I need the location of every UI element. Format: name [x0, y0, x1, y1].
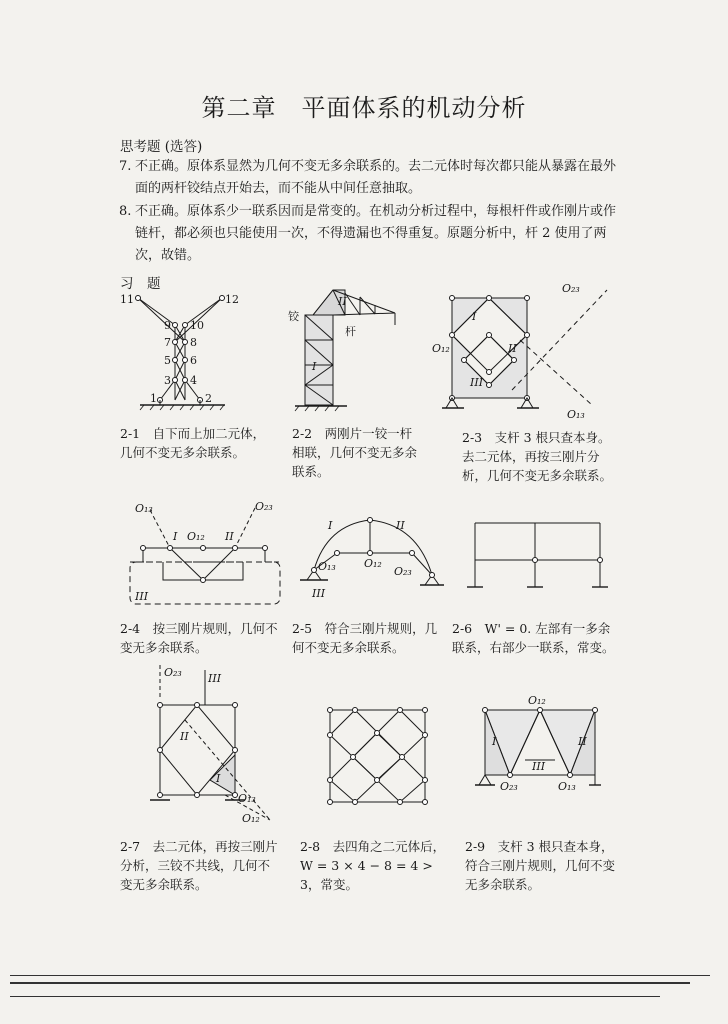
figure-2-7: [130, 660, 280, 830]
node-label: 2: [205, 392, 212, 405]
O12-label: O₁₂: [528, 694, 546, 707]
questions-heading: 思考题 (选答): [120, 139, 203, 155]
rigid-body-II-label: II: [578, 735, 587, 748]
question-number: 8.: [119, 204, 132, 219]
rigid-body-III-label: III: [532, 760, 546, 773]
node-label: 4: [190, 374, 197, 387]
node-label: 10: [190, 319, 204, 332]
node-label: 8: [190, 336, 197, 349]
O13-label: O₁₃: [135, 502, 153, 515]
rigid-body-III-label: III: [470, 376, 484, 389]
caption-2-2: 2-2 两刚片一铰一杆相联，几何不变无多余联系。: [292, 426, 418, 479]
rigid-body-II-label: II: [508, 342, 517, 355]
question-number: 7.: [119, 159, 132, 174]
caption-2-7: 2-7 去二元体，再按三刚片分析，三铰不共线，几何不变无多余联系。: [120, 839, 278, 892]
node-label: 1: [150, 392, 157, 405]
caption-2-5: 2-5 符合三刚片规则，几何不变无多余联系。: [292, 621, 438, 655]
figure-2-8: [320, 700, 440, 810]
O23-label: O₂₃: [164, 666, 182, 679]
rigid-body-I-label: I: [472, 310, 477, 323]
caption-2-1: 2-1 自下而上加二元体，几何不变无多余联系。: [120, 426, 266, 460]
rigid-body-III-label: III: [135, 590, 149, 603]
node-label: 5: [164, 354, 171, 367]
page-title: 第二章 平面体系的机动分析: [201, 94, 527, 122]
O23-label: O₂₃: [500, 780, 518, 793]
rigid-body-II-label: II: [396, 519, 405, 532]
caption-2-9: 2-9 支杆 3 根只查本身，符合三刚片规则，几何不变无多余联系。: [465, 839, 616, 892]
O13-label: O₁₃: [567, 408, 585, 421]
question-text: 不正确。原体系显然为几何不变无多余联系的。去二元体时每次都只能从暴露在最外面的两杆铰结点开始去，而不能从中间任意抽取。: [135, 159, 617, 196]
caption-2-8: 2-8 去四角之二元体后，W = 3 × 4 − 8 = 4 > 3，常变。: [300, 839, 446, 892]
O13-label: O₁₃: [558, 780, 576, 793]
node-label: 9: [164, 319, 171, 332]
O23-label: O₂₃: [394, 565, 412, 578]
O12-label: O₁₂: [242, 812, 260, 825]
O23-label: O₂₃: [562, 282, 580, 295]
O12-label: O₁₂: [432, 342, 450, 355]
rigid-body-I-label: I: [328, 519, 333, 532]
question-8: [119, 201, 625, 267]
rigid-body-I-label: I: [312, 360, 317, 373]
bar-label: 杆: [345, 325, 356, 338]
node-label: 7: [164, 336, 171, 349]
rigid-body-III-label: III: [312, 587, 326, 600]
rigid-body-I-label: I: [216, 772, 221, 785]
O23-label: O₂₃: [255, 500, 273, 513]
question-text: 不正确。原体系少一联系因而是常变的。在机动分析过程中，每根杆件或作刚片或作链杆，都必须也只能使用一次，不得遗漏也不得重复。原题分析中，杆 2 使用了两次，故错。: [135, 204, 617, 263]
footer-rule: [10, 975, 710, 976]
rigid-body-II-label: II: [180, 730, 189, 743]
O13-label: O₁₃: [238, 792, 256, 805]
caption-2-4: 2-4 按三刚片规则，几何不变无多余联系。: [120, 621, 278, 655]
node-label: 11: [120, 293, 134, 306]
caption-2-3: 2-3 支杆 3 根只查本身。去二元体，再按三刚片分析，几何不变无多余联系。: [462, 430, 613, 483]
O13-label: O₁₃: [318, 560, 336, 573]
footer-rule: [10, 982, 690, 984]
rigid-body-II-label: II: [225, 530, 234, 543]
figure-2-5: [292, 505, 442, 610]
hinge-label: 铰: [288, 310, 299, 323]
figure-2-1: [120, 290, 250, 415]
rigid-body-III-label: III: [208, 672, 222, 685]
rigid-body-II-label: II: [338, 295, 347, 308]
question-7: [119, 156, 625, 200]
figure-2-2: [285, 285, 405, 415]
node-label: 12: [225, 293, 239, 306]
figure-2-4: [125, 500, 285, 615]
O12-label: O₁₂: [187, 530, 205, 543]
rigid-body-I-label: I: [492, 735, 497, 748]
figure-2-9: [470, 690, 615, 800]
rigid-body-I-label: I: [173, 530, 178, 543]
figure-2-6: [455, 515, 615, 600]
node-label: 6: [190, 354, 197, 367]
figure-2-3: [432, 280, 612, 425]
O12-label: O₁₂: [364, 557, 382, 570]
exercises-heading: 习 题: [120, 276, 161, 292]
footer-rule: [10, 996, 660, 997]
caption-2-6: 2-6 W' = 0. 左部有一多余联系，右部少一联系，常变。: [452, 621, 615, 655]
node-label: 3: [164, 374, 171, 387]
